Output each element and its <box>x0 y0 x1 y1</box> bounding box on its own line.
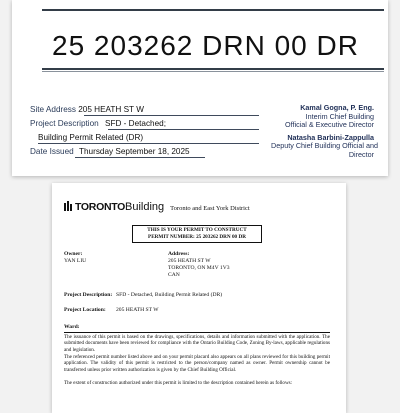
owner-label: Owner: <box>64 251 83 257</box>
permit-notice-box <box>132 225 262 243</box>
district-name: Toronto and East York District <box>170 205 250 212</box>
toronto-logo-icon <box>64 201 73 211</box>
logo-toronto-text: TORONTO <box>75 201 126 213</box>
project-location-label: Project Location: <box>64 307 106 313</box>
permit-notice-line1: THIS IS YOUR PERMIT TO CONSTRUCT <box>147 227 247 233</box>
permit-card <box>12 0 388 176</box>
logo-building-text: Building <box>125 201 165 213</box>
underline <box>75 157 205 158</box>
project-description-label: Project Description: <box>64 292 113 298</box>
project-description-label: Project Description <box>30 119 99 128</box>
officials-block <box>258 103 378 160</box>
section-divider <box>64 332 330 333</box>
project-description-value: SFD - Detached; <box>105 119 166 128</box>
official2-title-2: Director <box>348 149 374 159</box>
project-description-value-2: Building Permit Related (DR) <box>38 133 144 142</box>
address-line2: TORONTO, ON M4V 1V3 <box>168 265 230 271</box>
official1-title: Interim Chief Building <box>305 111 374 121</box>
site-address-label: Site Address <box>30 105 76 114</box>
official1-title-2: Official & Executive Director <box>285 120 374 130</box>
official2-title: Deputy Chief Building Official and <box>271 141 378 151</box>
address-line3: CAN <box>168 272 180 278</box>
official1-name: Kamal Gogna, P. Eng. <box>300 103 374 112</box>
top-rule <box>42 9 384 11</box>
address-line1: 205 HEATH ST W <box>168 258 211 264</box>
divider-rule-thin <box>42 71 384 72</box>
owner-value: YAN LIU <box>64 258 87 264</box>
underline <box>84 115 259 116</box>
project-location-value: 205 HEATH ST W <box>116 307 159 313</box>
divider-rule <box>42 68 384 70</box>
underline <box>38 143 259 144</box>
project-description-value: SFD - Detached, Building Permit Related (DR) <box>116 292 223 298</box>
toronto-building-logo <box>64 201 250 213</box>
permit-number: 25 203262 DRN 00 DR <box>52 30 359 61</box>
address-label: Address: <box>168 251 190 257</box>
date-issued-value: Thursday September 18, 2025 <box>78 147 190 156</box>
site-address-value: 205 HEATH ST W <box>78 105 144 114</box>
date-issued-label: Date Issued <box>30 147 74 156</box>
official2-name: Natasha Barbini-Zappulla <box>287 132 374 142</box>
permit-notice-line2: PERMIT NUMBER: 25 203262 DRN 00 DR <box>148 233 246 240</box>
permit-paragraph-3: The extent of construction authorized under this permit is limited to the description contained herein as follows: <box>64 380 293 386</box>
permit-paragraph-1: The issuance of this permit is based on the drawings, specifications, details and information submitted with the application. The submitted documents have been reviewed for compliance with the Ontario Building Code, Zoning By-laws, applicable regulations and legislation. <box>64 334 330 353</box>
permit-letter <box>52 183 346 413</box>
ward-label: Ward: <box>64 324 80 330</box>
underline <box>108 129 259 130</box>
permit-paragraph-2: The referenced permit number listed above and on your permit placard also appears on all plans reviewed for this building permit application. The validity of this permit is restricted to the person/company named as owner. Permit ownership cannot be transferred unless prior written authorization is given by the Chief Building Official. <box>64 354 330 373</box>
